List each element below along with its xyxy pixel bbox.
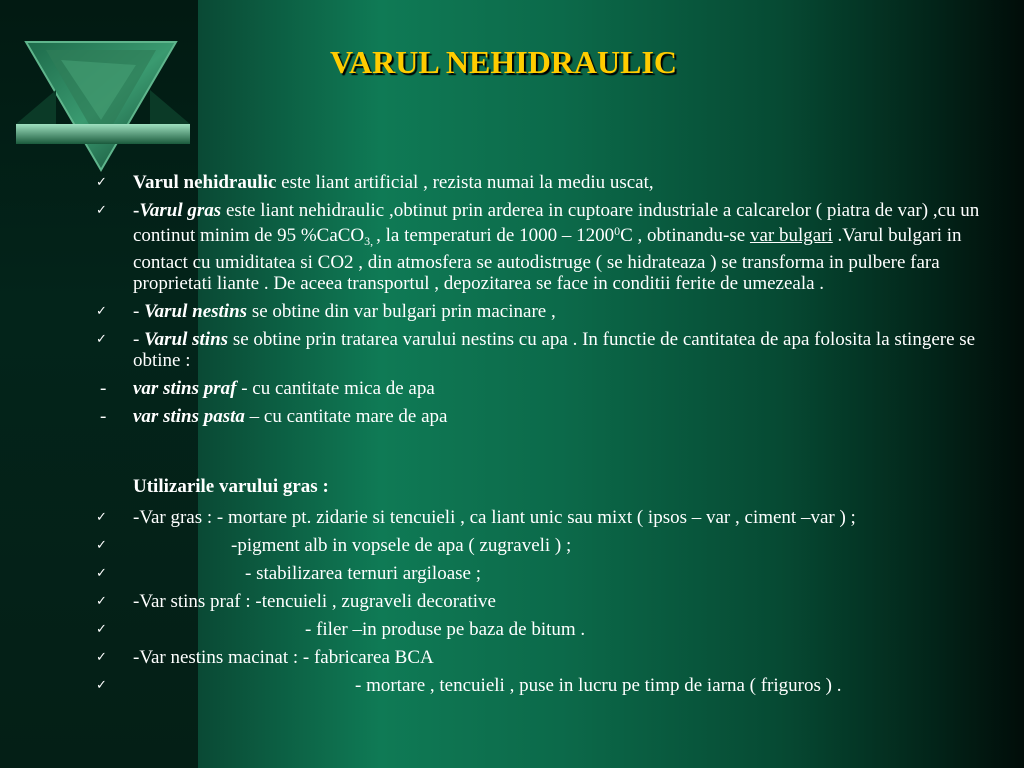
dash-list-item	[96, 378, 996, 399]
term-bold-italic: Varul stins	[144, 329, 229, 350]
list-item	[96, 619, 996, 640]
list-item	[96, 647, 996, 668]
checkmark-bullet-icon: ✓	[96, 593, 107, 608]
checkmark-bullet-icon: ✓	[96, 537, 107, 552]
list-item	[96, 301, 996, 322]
item-prefix: -	[133, 329, 145, 350]
term-bold-italic: var stins pasta	[133, 406, 245, 427]
slide-title: VARUL NEHIDRAULIC	[330, 44, 678, 80]
list-item	[96, 200, 996, 294]
term-bold-italic: Varul gras	[139, 200, 222, 221]
list-item	[96, 507, 996, 528]
dash-bullet: -	[100, 378, 107, 399]
item-text: - stabilizarea ternuri argiloase ;	[245, 563, 481, 584]
item-text: se obtine din var bulgari prin macinare ,	[247, 301, 556, 322]
subscript: 3,	[364, 234, 377, 248]
section-heading: Utilizarile varului gras :	[133, 476, 329, 497]
checkmark-bullet-icon: ✓	[96, 303, 107, 318]
item-text: -Var gras : - mortare pt. zidarie si tencuieli , ca liant unic sau mixt ( ipsos – var , ciment –var ) ;	[133, 507, 856, 528]
checkmark-bullet-icon: ✓	[96, 202, 107, 217]
item-text: - filer –in produse pe baza de bitum .	[305, 619, 586, 640]
triangle-logo-icon	[16, 40, 190, 172]
item-text: -pigment alb in vopsele de apa ( zugraveli ) ;	[231, 535, 572, 556]
item-text: .Varul bulgari in contact cu umiditatea si CO2 , din atmosfera se autodistruge ( se hidrateaza ) se transforma in pulbere fara proprietati liante . De aceea transportul , depozitarea se face in conditii ferite de umezeala .	[133, 225, 962, 294]
list-item	[96, 535, 996, 556]
dash-bullet: -	[100, 406, 107, 427]
checkmark-bullet-icon: ✓	[96, 565, 107, 580]
term-bold-italic: Varul nestins	[144, 301, 248, 322]
item-text: - mortare , tencuieli , puse in lucru pe timp de iarna ( friguros ) .	[355, 675, 842, 696]
item-text: -Var nestins macinat : - fabricarea BCA	[133, 647, 434, 668]
underlined-term: var bulgari	[749, 225, 833, 246]
item-text: , la temperaturi de 1000 – 1200	[376, 225, 615, 246]
item-prefix: -	[133, 200, 140, 221]
checkmark-bullet-icon: ✓	[96, 677, 107, 692]
list-item	[96, 675, 996, 696]
checkmark-bullet-icon: ✓	[96, 174, 107, 189]
checkmark-bullet-icon: ✓	[96, 649, 107, 664]
term-bold: Varul nehidraulic	[133, 172, 277, 193]
list-item	[96, 591, 996, 612]
item-text: se obtine prin tratarea varului nestins cu apa . In functie de cantitatea de apa folosita la stingere se obtine :	[133, 329, 976, 371]
checkmark-bullet-icon: ✓	[96, 621, 107, 636]
list-item	[96, 172, 996, 193]
spacer	[96, 434, 996, 476]
list-item	[96, 329, 996, 371]
checkmark-bullet-icon: ✓	[96, 509, 107, 524]
slide-content	[96, 172, 996, 703]
item-text: este liant nehidraulic ,obtinut prin arderea in cuptoare industriale a calcarelor ( piatra de var) ,cu un continut minim de 95 %CaCO	[133, 200, 980, 246]
item-text: -Var stins praf : -tencuieli , zugraveli decorative	[133, 591, 496, 612]
dash-list-item	[96, 406, 996, 427]
item-prefix: -	[133, 301, 145, 322]
list-item	[96, 563, 996, 584]
item-text: - cu cantitate mica de apa	[236, 378, 435, 399]
checkmark-bullet-icon: ✓	[96, 331, 107, 346]
item-text: este liant artificial , rezista numai la mediu uscat,	[276, 172, 654, 193]
term-bold-italic: var stins praf	[133, 378, 237, 399]
superscript: 0	[614, 224, 621, 238]
item-text: C , obtinandu-se	[620, 225, 750, 246]
item-text: – cu cantitate mare de apa	[244, 406, 448, 427]
